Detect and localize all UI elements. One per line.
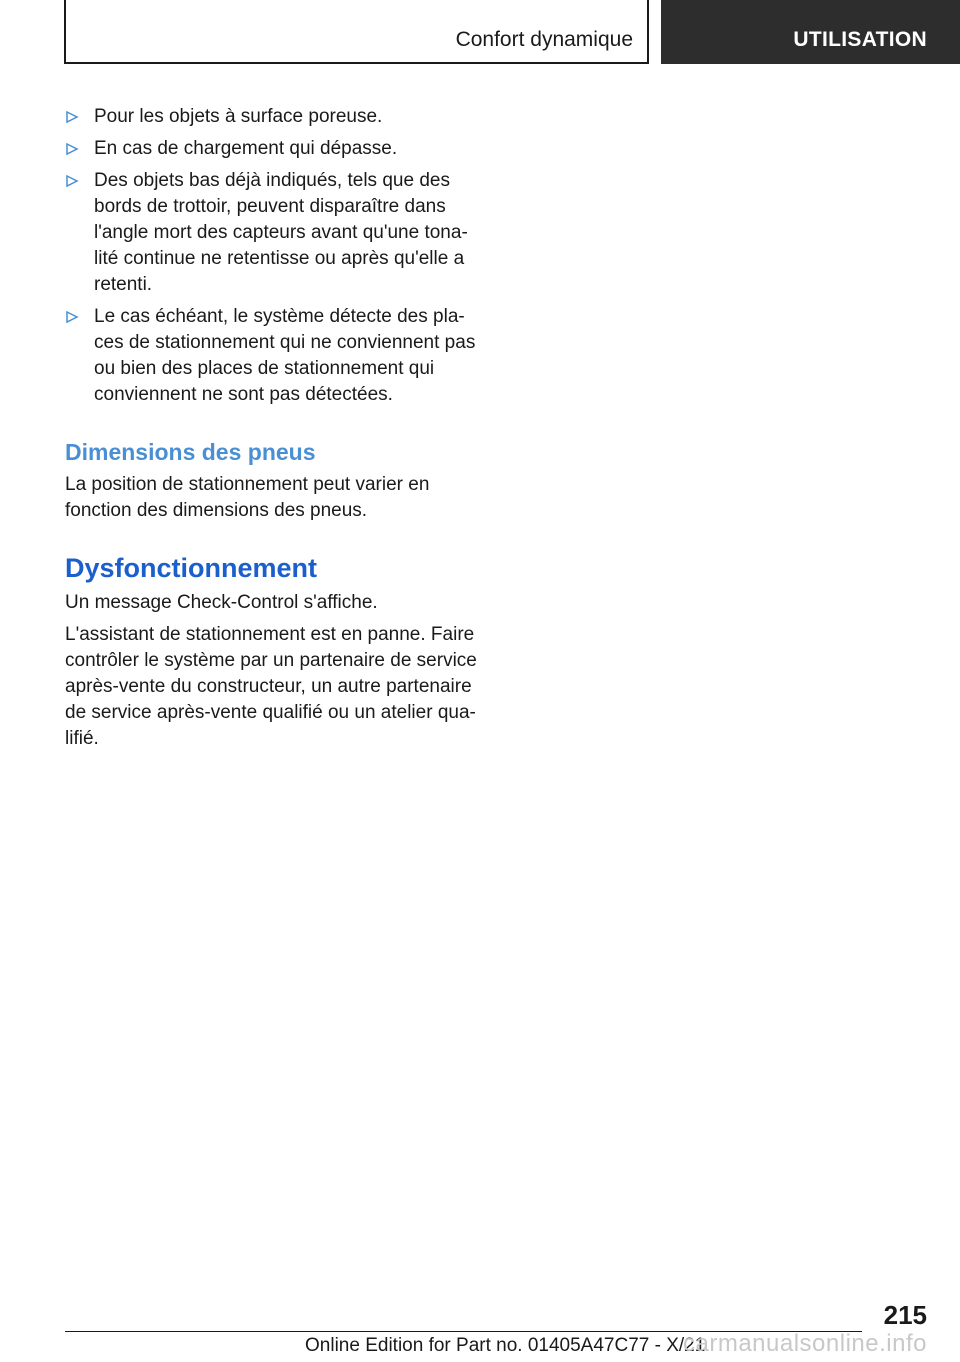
triangle-bullet-icon bbox=[65, 110, 79, 124]
bullet-text: Des objets bas déjà indiqués, tels que des bords de trottoir, peuvent disparaître dans l'angle mort des capteurs avant qu'une tonalité continue ne retentisse ou après qu'elle a retenti. bbox=[94, 170, 468, 295]
page-content bbox=[65, 104, 483, 758]
header-chapter-title: UTILISATION bbox=[793, 28, 927, 51]
section-heading-tires: Dimensions des pneus bbox=[65, 439, 316, 465]
bullet-text: Le cas échéant, le système détecte des places de stationnement qui ne conviennent pas ou bien des places de stationnement qui conviennent ne sont pas détectées. bbox=[94, 306, 476, 405]
footer-edition: Online Edition for Part no. 01405A47C77 - X/21 bbox=[305, 1335, 706, 1356]
paragraph-malfunction-action: L'assistant de stationnement est en panne. Faire contrôler le système par un partenaire de service après-vente du constructeur, un autre partenaire de service après-vente qualifié ou un atelier qualifié. bbox=[65, 624, 477, 749]
paragraph-tires: La position de stationnement peut varier en fonction des dimensions des pneus. bbox=[65, 474, 430, 521]
bullet-list bbox=[65, 104, 483, 408]
header-section-title: Confort dynamique bbox=[455, 28, 633, 51]
triangle-bullet-icon bbox=[65, 142, 79, 156]
triangle-bullet-icon bbox=[65, 310, 79, 324]
bullet-text: En cas de chargement qui dépasse. bbox=[94, 138, 398, 159]
section-heading-malfunction: Dysfonctionnement bbox=[65, 553, 318, 583]
list-item bbox=[65, 136, 483, 162]
paragraph-malfunction-message: Un message Check-Control s'affiche. bbox=[65, 592, 378, 613]
header-chapter-tab bbox=[661, 0, 960, 64]
triangle-bullet-icon bbox=[65, 174, 79, 188]
page-number: 215 bbox=[883, 1300, 927, 1330]
watermark: carmanualsonline.info bbox=[683, 1330, 927, 1357]
list-item bbox=[65, 104, 483, 130]
bullet-text: Pour les objets à surface poreuse. bbox=[94, 106, 383, 127]
header-section-box bbox=[64, 0, 649, 64]
list-item bbox=[65, 304, 483, 408]
list-item bbox=[65, 168, 483, 298]
